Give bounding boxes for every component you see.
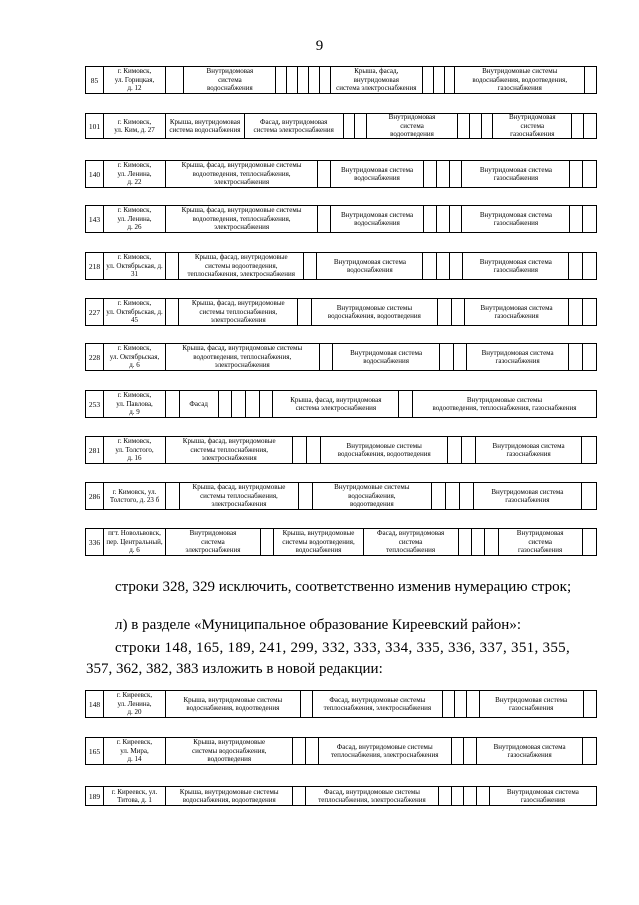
empty-cell [583, 738, 596, 764]
work-cell: Внутридомовая система газоснабжения [462, 206, 570, 232]
bottom-table-row-165 [85, 737, 597, 765]
empty-cell [452, 299, 465, 325]
work-cell: Фасад, внутридомовая система электроснабжения [245, 114, 344, 138]
empty-cell [460, 483, 474, 509]
work-cell: Крыша, фасад, внутридомовые системы водоотведения, теплоснабжения, электроснабжения [166, 161, 318, 187]
work-cell: Внутридомовые системы водоотведения, теплоснабжения, газоснабжения [432, 395, 577, 412]
work-cell: Внутридомовая система водоснабжения [333, 344, 441, 370]
empty-cell [583, 344, 596, 370]
empty-cell [582, 437, 596, 463]
empty-cell [437, 253, 450, 279]
address-cell: г. Кимовск, ул. Ленина, д. 22 [104, 161, 166, 187]
top-table-row-336 [85, 528, 597, 556]
address-cell: г. Кимовск, ул. Толстого, д. 23 б [104, 483, 166, 509]
work-cell: Крыша, фасад, внутридомовые системы водоотведения, теплоснабжения, электроснабжения [166, 206, 318, 232]
work-cell: Крыша, фасад, внутридомовые системы водоотведения, теплоснабжения, электроснабжения [179, 253, 304, 279]
empty-cell [440, 344, 453, 370]
empty-cell [470, 114, 482, 138]
empty-cell [293, 437, 307, 463]
row-number: 143 [86, 206, 104, 232]
empty-cell [320, 67, 331, 93]
address-cell: г. Кимовск, ул. Павлова, д. 9 [104, 391, 166, 417]
work-cell: Внутридомовая система водоснабжения [331, 161, 424, 187]
empty-cell [299, 483, 313, 509]
empty-cell [570, 161, 583, 187]
empty-cell [166, 483, 180, 509]
empty-cell [432, 483, 446, 509]
text-line-2: л) в разделе «Муниципальное образование Киреевский район»: [115, 617, 521, 633]
empty-cell [583, 253, 596, 279]
work-cell: Крыша, фасад, внутридомовые системы водоотведения, теплоснабжения, электроснабжения [166, 344, 320, 370]
empty-cell [452, 787, 465, 805]
work-cell: Крыша, фасад, внутридомовая система электроснабжения [331, 67, 423, 93]
work-cell: Крыша, фасад, внутридомовые системы теплоснабжения, электроснабжения [166, 437, 293, 463]
work-cell: Внутридомовые системы водоснабжения, водоотведения [312, 299, 439, 325]
empty-cell [452, 738, 465, 764]
top-table-row-140 [85, 160, 597, 188]
top-table-row-228 [85, 343, 597, 371]
work-cell: Крыша, фасад, внутридомовые системы теплоснабжения, электроснабжения [179, 299, 298, 325]
empty-cell [261, 529, 274, 555]
text-line-3: строки 148, 165, 189, 241, 299, 332, 333, 334, 335, 336, 337, 351, 355, [115, 640, 571, 656]
top-table-row-218 [85, 252, 597, 280]
empty-cell [166, 253, 179, 279]
address-cell: г. Кимовск, ул. Октябрьская, д. 31 [104, 253, 166, 279]
empty-cell [166, 391, 180, 417]
top-table-row-286 [85, 482, 597, 510]
row-number: 189 [86, 787, 104, 805]
empty-cell [166, 299, 179, 325]
address-cell: г. Кимовск, ул. Толстого, д. 16 [104, 437, 166, 463]
row-number: 281 [86, 437, 104, 463]
address-cell: пгт. Новольвовск, пер. Центральный, д. 6 [104, 529, 166, 555]
work-cell: Внутридомовая система газоснабжения [477, 738, 583, 764]
work-cell: Внутридомовая система газоснабжения [499, 529, 583, 555]
top-table-row-253 [85, 390, 597, 418]
empty-cell [320, 344, 333, 370]
work-cell: Крыша, внутридомовые системы водоснабжения, водоотведения [166, 691, 301, 717]
bottom-table-row-148 [85, 690, 597, 718]
empty-cell [306, 738, 319, 764]
empty-cell [318, 161, 331, 187]
empty-cell [583, 299, 596, 325]
work-cell: Внутридомовая система водоотведения [367, 114, 458, 138]
empty-cell [582, 483, 596, 509]
empty-cell [583, 161, 596, 187]
empty-cell [423, 67, 434, 93]
row-number: 336 [86, 529, 104, 555]
work-cell: Фасад, внутридомовые системы теплоснабжения, электроснабжения [313, 691, 443, 717]
work-cell: Внутридомовая система водоснабжения [184, 67, 276, 93]
row-number: 228 [86, 344, 104, 370]
top-table-row-143 [85, 205, 597, 233]
work-cell: Внутридомовая система газоснабжения [474, 483, 582, 509]
empty-cell [232, 391, 246, 417]
empty-cell [459, 529, 472, 555]
empty-cell [569, 299, 582, 325]
page-number: 9 [315, 38, 324, 54]
empty-cell [246, 391, 260, 417]
address-cell: г. Киреевск, ул. Мира, д. 14 [104, 738, 166, 764]
address-cell: г. Кимовск, ул. Ким, д. 27 [104, 114, 166, 138]
empty-cell [467, 691, 479, 717]
top-table-row-281 [85, 436, 597, 464]
empty-cell [424, 161, 437, 187]
address-cell: г. Киреевск, ул. Титова, д. 1 [104, 787, 166, 805]
empty-cell [445, 67, 456, 93]
work-cell: Крыша, фасад, внутридомовая система электроснабжения [273, 391, 399, 417]
work-cell: Фасад, внутридомовая система теплоснабжения [364, 529, 459, 555]
empty-cell [477, 787, 490, 805]
text-line-1: строки 328, 329 исключить, соответственно изменив нумерацию строк; [115, 579, 572, 595]
row-number: 101 [86, 114, 104, 138]
work-cell: Внутридомовая система водоснабжения [331, 206, 424, 232]
empty-cell [450, 206, 463, 232]
empty-cell [355, 114, 367, 138]
empty-cell [344, 114, 356, 138]
row-number: 148 [86, 691, 104, 717]
work-cell: Крыша, внутридомовая система водоснабжения [166, 114, 245, 138]
work-cell: Внутридомовые системы водоснабжения, водоотведения, газоснабжения [455, 67, 585, 93]
empty-cell [583, 206, 596, 232]
work-cell: Внутридомовая система электроснабжения [166, 529, 261, 555]
bottom-table-row-189 [85, 786, 597, 806]
address-cell: г. Кимовск, ул. Ленина, д. 26 [104, 206, 166, 232]
row-number: 227 [86, 299, 104, 325]
empty-cell [583, 529, 596, 555]
empty-cell [304, 253, 317, 279]
empty-cell [307, 437, 321, 463]
empty-cell [424, 206, 437, 232]
work-cell: Крыша, внутридомовые системы водоснабжения, водоотведения [166, 787, 293, 805]
empty-cell [438, 299, 451, 325]
work-cell: Внутридомовая система газоснабжения [493, 114, 572, 138]
work-cell: Внутридомовая система газоснабжения [462, 161, 570, 187]
work-cell: Крыша, внутридомовые системы водоснабжения, водоотведения [166, 738, 293, 764]
empty-cell [166, 67, 184, 93]
empty-cell [570, 206, 583, 232]
row-number: 140 [86, 161, 104, 187]
empty-cell [455, 691, 467, 717]
empty-cell [399, 391, 413, 417]
empty-cell [260, 391, 274, 417]
address-cell: г. Кимовск, ул. Октябрьская, д. 6 [104, 344, 166, 370]
address-cell: г. Киреевск, ул. Ленина, д. 20 [104, 691, 166, 717]
work-cell: Крыша, фасад, внутридомовые системы теплоснабжения, электроснабжения [180, 483, 299, 509]
work-cell: Фасад, внутридомовые системы теплоснабжения, электроснабжения [306, 787, 439, 805]
work-cell: Внутридомовая система газоснабжения [463, 253, 569, 279]
empty-cell [462, 437, 476, 463]
empty-cell [464, 738, 477, 764]
empty-cell [584, 114, 596, 138]
address-cell: г. Кимовск, ул. Октябрьская, д. 45 [104, 299, 166, 325]
empty-cell [448, 437, 462, 463]
empty-cell [287, 67, 298, 93]
work-cell: Крыша, внутридомовые системы водоотведения, водоснабжения [274, 529, 363, 555]
empty-cell [450, 161, 463, 187]
empty-cell [423, 253, 436, 279]
row-number: 85 [86, 67, 104, 93]
empty-cell [472, 529, 485, 555]
empty-cell [450, 253, 463, 279]
empty-cell [439, 787, 452, 805]
empty-cell [293, 738, 306, 764]
empty-cell [437, 206, 450, 232]
empty-cell [585, 67, 596, 93]
empty-cell [464, 787, 477, 805]
empty-cell [569, 253, 582, 279]
row-number: 253 [86, 391, 104, 417]
empty-cell [584, 691, 596, 717]
empty-cell [443, 691, 455, 717]
empty-cell [298, 299, 311, 325]
empty-cell [485, 529, 498, 555]
work-cell: Внутридомовая система газоснабжения [506, 787, 579, 804]
empty-cell [458, 114, 470, 138]
empty-cell [309, 67, 320, 93]
empty-cell [572, 114, 584, 138]
row-number: 286 [86, 483, 104, 509]
work-cell: Внутридомовая система газоснабжения [480, 691, 584, 717]
text-line-4: 357, 362, 382, 383 изложить в новой редакции: [86, 661, 383, 677]
top-table-row-101 [85, 113, 597, 139]
work-cell: Внутридомовые системы водоснабжения, водоотведения [321, 437, 448, 463]
work-cell: Внутридомовая система водоснабжения [317, 253, 423, 279]
empty-cell [301, 691, 313, 717]
empty-cell [437, 161, 450, 187]
work-cell: Внутридомовые системы водоснабжения, водоотведения [313, 483, 432, 509]
work-cell: Фасад [180, 391, 219, 417]
top-table-row-85 [85, 66, 597, 94]
empty-cell [318, 206, 331, 232]
top-table-row-227 [85, 298, 597, 326]
empty-cell [298, 67, 309, 93]
empty-cell [446, 483, 460, 509]
address-cell: г. Кимовск, ул. Горицкая, д. 12 [104, 67, 166, 93]
empty-cell [569, 344, 582, 370]
work-cell: Внутридомовая система газоснабжения [476, 437, 582, 463]
empty-cell [454, 344, 467, 370]
empty-cell [293, 787, 306, 805]
work-cell: Внутридомовая система газоснабжения [465, 299, 570, 325]
empty-cell [434, 67, 445, 93]
work-cell: Фасад, внутридомовые системы теплоснабжения, электроснабжения [319, 738, 452, 764]
empty-cell [482, 114, 494, 138]
row-number: 218 [86, 253, 104, 279]
work-cell: Внутридомовая система газоснабжения [467, 344, 569, 370]
row-number: 165 [86, 738, 104, 764]
empty-cell [276, 67, 287, 93]
empty-cell [219, 391, 233, 417]
